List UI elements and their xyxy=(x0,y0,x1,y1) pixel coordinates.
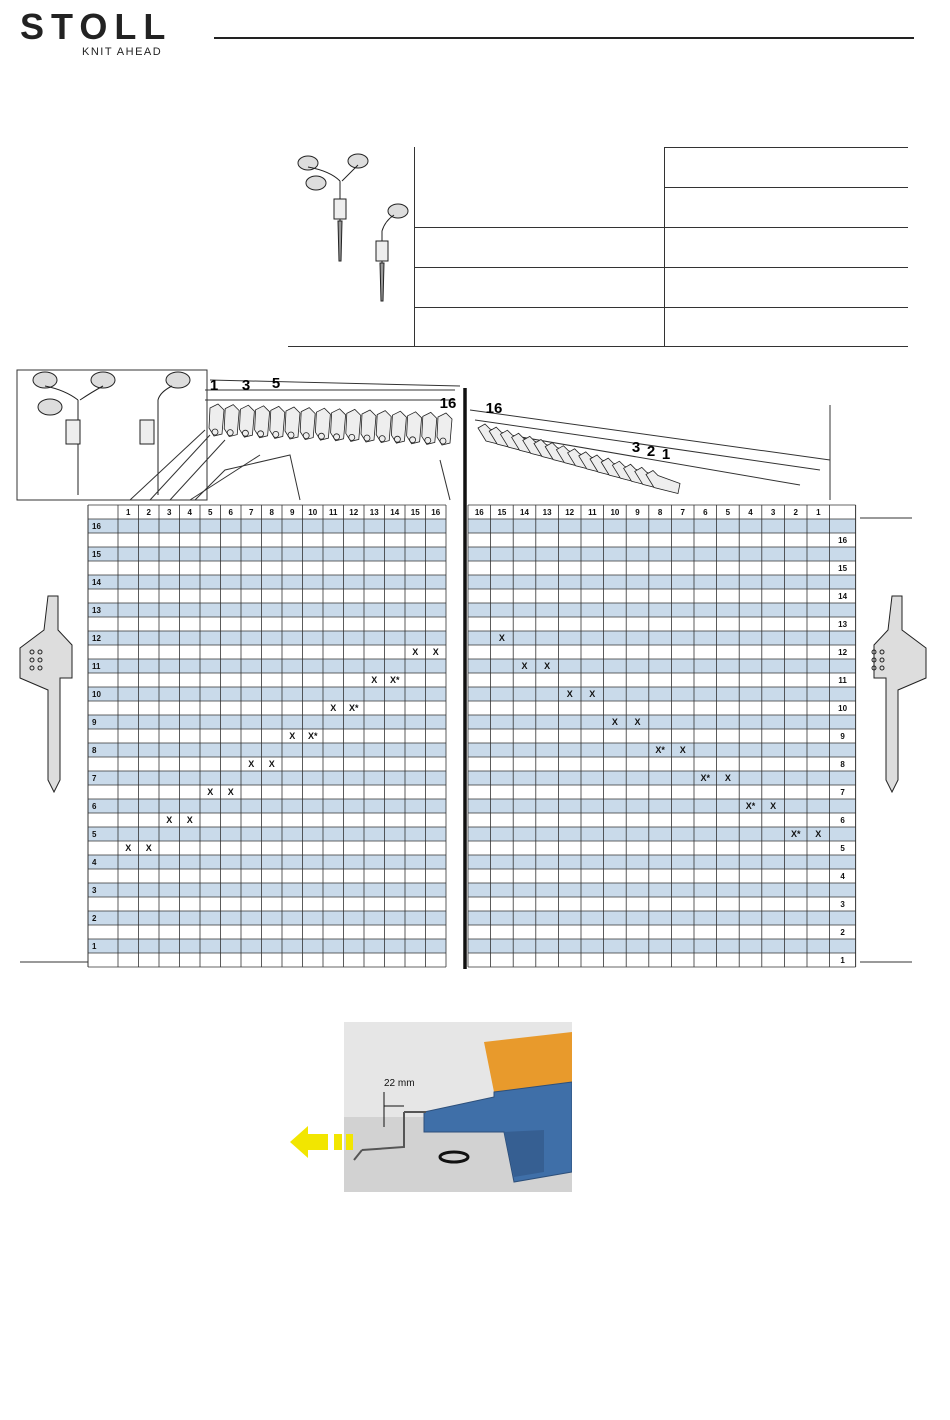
grid-mark: X xyxy=(521,661,528,671)
left-side-carrier-icon xyxy=(20,596,72,792)
carrier-left xyxy=(376,411,391,443)
column-header-left: 8 xyxy=(269,508,274,517)
carrier-left xyxy=(255,406,270,438)
column-header-right: 4 xyxy=(748,508,753,517)
grid-band xyxy=(88,939,446,953)
grid-mark: X* xyxy=(700,773,711,783)
grid-mark: X xyxy=(815,829,822,839)
column-header-left: 13 xyxy=(369,508,379,517)
grid-band xyxy=(468,939,856,953)
grid-mark: X xyxy=(412,647,419,657)
row-label-left: 4 xyxy=(92,858,97,867)
column-header-left: 14 xyxy=(390,508,400,517)
column-header-right: 8 xyxy=(657,508,663,517)
grid-mark: X xyxy=(248,759,255,769)
row-label-right: 7 xyxy=(840,788,845,797)
grid-mark: X xyxy=(770,801,777,811)
row-label-left: 16 xyxy=(92,522,101,531)
grid-band xyxy=(88,911,446,925)
dimension-label: 22 mm xyxy=(384,1078,415,1089)
column-header-right: 5 xyxy=(725,508,731,517)
carrier-adjustment-photo xyxy=(344,1022,572,1192)
grid-mark: X xyxy=(125,843,132,853)
row-label-left: 1 xyxy=(92,942,97,951)
stoll-logo: STOLL xyxy=(20,6,173,47)
row-label-left: 13 xyxy=(92,606,101,615)
column-header-left: 10 xyxy=(308,508,318,517)
grid-mark: X* xyxy=(307,731,318,741)
row-label-right: 4 xyxy=(840,872,845,881)
row-label-left: 8 xyxy=(92,746,97,755)
grid-mark: X xyxy=(145,843,152,853)
callout-left: 3 xyxy=(241,377,251,394)
column-header-right: 14 xyxy=(520,508,529,517)
column-header-right: 12 xyxy=(565,508,575,517)
grid-band xyxy=(468,715,856,729)
column-header-right: 3 xyxy=(770,508,776,517)
grid-band xyxy=(88,575,446,589)
carrier-left xyxy=(285,407,300,439)
row-label-right: 13 xyxy=(838,620,848,629)
grid-mark: X xyxy=(566,689,573,699)
column-header-left: 3 xyxy=(167,508,172,517)
grid-band xyxy=(468,603,856,617)
row-label-left: 10 xyxy=(92,690,101,699)
column-header-right: 1 xyxy=(816,508,821,517)
row-label-left: 6 xyxy=(92,802,97,811)
grid-band xyxy=(468,911,856,925)
column-header-left: 1 xyxy=(126,508,131,517)
row-label-right: 15 xyxy=(838,564,848,573)
grid-mark: X xyxy=(589,689,596,699)
column-header-right: 15 xyxy=(497,508,507,517)
grid-mark: X* xyxy=(655,745,665,755)
carrier-left xyxy=(331,409,346,441)
grid-band xyxy=(468,855,856,869)
carrier-left xyxy=(437,413,452,445)
column-header-left: 16 xyxy=(431,508,441,517)
grid-band xyxy=(468,687,856,701)
row-label-left: 2 xyxy=(92,914,97,923)
grid-mark: X xyxy=(634,717,641,727)
row-label-left: 11 xyxy=(92,662,101,671)
column-header-right: 9 xyxy=(635,508,640,517)
row-label-right: 6 xyxy=(840,816,845,825)
callout-right: 3 xyxy=(631,439,641,456)
callout-right: 1 xyxy=(661,446,671,463)
column-header-right: 7 xyxy=(680,508,685,517)
column-header-left: 2 xyxy=(146,508,151,517)
carrier-left xyxy=(407,412,422,444)
callout-left: 16 xyxy=(439,395,457,412)
grid-mark: X xyxy=(432,647,439,657)
carrier-left xyxy=(422,412,437,444)
carrier-left xyxy=(315,408,330,440)
callout-right: 2 xyxy=(646,443,656,460)
callout-right: 16 xyxy=(485,400,503,417)
column-header-left: 11 xyxy=(329,508,338,517)
column-header-right: 13 xyxy=(542,508,552,517)
carrier-left xyxy=(224,405,239,437)
grid-band xyxy=(468,519,856,533)
grid-band xyxy=(468,547,856,561)
row-label-right: 10 xyxy=(838,704,848,713)
grid-band xyxy=(88,743,446,757)
grid-mark: X* xyxy=(790,829,801,839)
grid-band xyxy=(88,659,446,673)
column-header-left: 12 xyxy=(349,508,359,517)
row-label-right: 14 xyxy=(838,592,848,601)
row-label-right: 8 xyxy=(840,760,845,769)
row-label-right: 2 xyxy=(840,928,845,937)
grid-mark: X xyxy=(544,661,551,671)
header-rule xyxy=(214,37,914,39)
row-label-right: 3 xyxy=(840,900,845,909)
logo-tagline: KNIT AHEAD xyxy=(82,46,163,58)
column-header-left: 9 xyxy=(290,508,295,517)
grid-band xyxy=(468,771,856,785)
carrier-left xyxy=(209,404,224,436)
row-label-left: 15 xyxy=(92,550,101,559)
carrier-left xyxy=(270,406,285,438)
column-header-right: 11 xyxy=(588,508,597,517)
grid-mark: X xyxy=(186,815,193,825)
grid-band xyxy=(468,883,856,897)
row-label-left: 3 xyxy=(92,886,97,895)
column-header-left: 15 xyxy=(410,508,420,517)
grid-band xyxy=(88,603,446,617)
grid-mark: X xyxy=(724,773,731,783)
callout-left: 1 xyxy=(209,377,219,394)
grid-mark: X xyxy=(227,787,234,797)
grid-band xyxy=(468,799,856,813)
grid-band xyxy=(88,827,446,841)
row-label-right: 5 xyxy=(840,844,845,853)
grid-band xyxy=(88,715,446,729)
grid-mark: X xyxy=(268,759,275,769)
grid-mark: X xyxy=(330,703,337,713)
row-label-left: 7 xyxy=(92,774,97,783)
carrier-left xyxy=(239,405,254,437)
row-label-right: 1 xyxy=(840,956,845,965)
grid-mark: X* xyxy=(745,801,756,811)
grid-band xyxy=(88,771,446,785)
carrier-left xyxy=(391,411,406,443)
grid-mark: X* xyxy=(348,703,359,713)
column-header-right: 16 xyxy=(474,508,484,517)
direction-arrow xyxy=(288,1122,358,1162)
grid-mark: X xyxy=(611,717,618,727)
callout-left: 5 xyxy=(271,375,281,392)
row-label-left: 14 xyxy=(92,578,101,587)
grid-mark: X xyxy=(498,633,505,643)
grid-band xyxy=(88,519,446,533)
carrier-position-chart xyxy=(0,360,950,970)
column-header-right: 10 xyxy=(610,508,620,517)
row-label-left: 9 xyxy=(92,718,97,727)
row-label-left: 12 xyxy=(92,634,101,643)
grid-band xyxy=(88,883,446,897)
grid-mark: X xyxy=(166,815,173,825)
carrier-rail-drawing xyxy=(130,380,830,500)
yarn-carrier-info-table xyxy=(288,147,908,347)
row-label-right: 12 xyxy=(838,648,848,657)
carrier-left xyxy=(361,410,376,442)
column-header-left: 5 xyxy=(208,508,213,517)
column-header-left: 7 xyxy=(249,508,254,517)
carrier-left xyxy=(300,408,315,440)
grid-band xyxy=(88,799,446,813)
row-label-left: 5 xyxy=(92,830,97,839)
row-label-right: 16 xyxy=(838,536,848,545)
grid-band xyxy=(88,687,446,701)
left-carriers xyxy=(209,404,452,445)
grid-mark: X xyxy=(679,745,686,755)
grid-mark: X* xyxy=(389,675,400,685)
yarn-carrier-inset xyxy=(17,370,207,500)
grid-mark: X xyxy=(207,787,214,797)
row-label-right: 11 xyxy=(838,676,847,685)
right-side-carrier-icon xyxy=(872,596,926,792)
grid-band xyxy=(88,855,446,869)
carrier-right xyxy=(646,471,680,494)
column-header-right: 2 xyxy=(793,508,798,517)
column-header-left: 6 xyxy=(228,508,233,517)
column-header-left: 4 xyxy=(187,508,192,517)
yarn-carrier-icon xyxy=(290,151,410,311)
grid-band xyxy=(468,575,856,589)
grid-mark: X xyxy=(289,731,296,741)
grid-band xyxy=(468,631,856,645)
carrier-left xyxy=(346,409,361,441)
column-header-right: 6 xyxy=(703,508,708,517)
grid-band xyxy=(88,547,446,561)
grid-band xyxy=(88,631,446,645)
row-label-right: 9 xyxy=(840,732,845,741)
grid-mark: X xyxy=(371,675,378,685)
